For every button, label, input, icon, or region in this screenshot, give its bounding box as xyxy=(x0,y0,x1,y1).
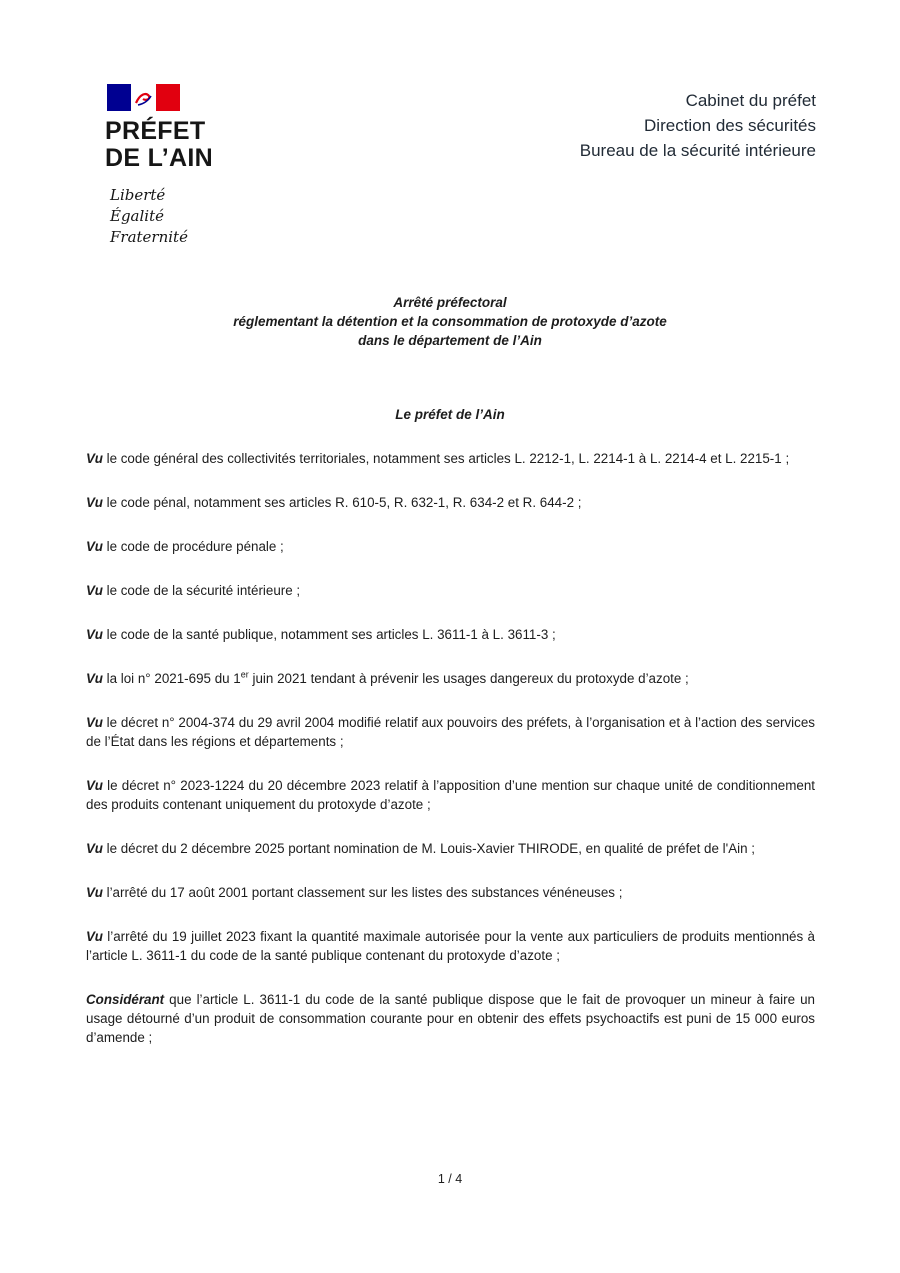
document-subtitle: Le préfet de l’Ain xyxy=(395,407,505,422)
recital-text: le code de la sécurité intérieure ; xyxy=(102,583,301,598)
motto-line-liberte: Liberté xyxy=(110,186,166,204)
recital-paragraph xyxy=(86,776,815,814)
recital-lead: Vu xyxy=(86,539,103,554)
republic-motto xyxy=(110,185,213,248)
recital-text: la loi n° 2021-695 du 1 xyxy=(102,671,241,686)
recital-text: le code pénal, notamment ses articles R. 610-5, R. 632-1, R. 634-2 et R. 644-2 ; xyxy=(102,495,582,510)
service-line-direction: Direction des sécurités xyxy=(644,116,816,135)
recital-paragraph xyxy=(86,669,815,688)
recital-paragraph xyxy=(86,713,815,751)
service-line-cabinet: Cabinet du préfet xyxy=(685,91,816,110)
title-line3: dans le département de l’Ain xyxy=(358,333,542,348)
recital-lead: Vu xyxy=(86,451,103,466)
considerant-text: que l’article L. 3611-1 du code de la santé publique dispose que le fait de provoquer un mineur à faire un usage détourné d’un produit de consommation courante pour en obtenir des effets psychoactifs est puni de 15 000 euros d’amende ; xyxy=(86,992,815,1045)
recital-paragraph xyxy=(86,625,815,644)
recital-text: le décret du 2 décembre 2025 portant nomination de M. Louis-Xavier THIRODE, en qualité de préfet de l'Ain ; xyxy=(102,841,755,856)
page-number: 1 / 4 xyxy=(437,1172,463,1186)
considerant-paragraph xyxy=(86,990,815,1047)
recital-lead: Vu xyxy=(86,778,103,793)
title-line2: réglementant la détention et la consommation de protoxyde d’azote xyxy=(233,314,667,329)
recital-paragraph xyxy=(86,927,815,965)
prefet-name xyxy=(105,118,213,172)
recital-lead: Vu xyxy=(86,715,103,730)
recital-lead: Vu xyxy=(86,627,103,642)
recital-text: le décret n° 2023-1224 du 20 décembre 2023 relatif à l’apposition d’une mention sur chaque unité de conditionnement des produits contenant uniquement du protoxyde d’azote ; xyxy=(86,778,815,812)
recital-paragraph xyxy=(86,449,815,468)
recital-text: le code de procédure pénale ; xyxy=(102,539,284,554)
document-body xyxy=(86,449,815,1047)
recital-lead: Vu xyxy=(86,841,103,856)
recital-text: le code général des collectivités territoriales, notamment ses articles L. 2212-1, L. 2214-1 à L. 2214-4 et L. 2215-1 ; xyxy=(102,451,790,466)
title-line1: Arrêté préfectoral xyxy=(393,295,507,310)
recital-text: l’arrêté du 17 août 2001 portant classement sur les listes des substances vénéneuses ; xyxy=(102,885,623,900)
recital-lead: Vu xyxy=(86,929,103,944)
motto-line-egalite: Égalité xyxy=(110,207,164,225)
recital-paragraph xyxy=(86,581,815,600)
recital-paragraph xyxy=(86,839,815,858)
issuing-service-block xyxy=(580,88,816,163)
recital-text: le code de la santé publique, notamment ses articles L. 3611-1 à L. 3611-3 ; xyxy=(102,627,556,642)
recital-paragraph xyxy=(86,537,815,556)
superscript: er xyxy=(240,669,249,680)
recital-paragraph xyxy=(86,883,815,902)
recital-lead: Vu xyxy=(86,671,103,686)
recital-text: le décret n° 2004-374 du 29 avril 2004 modifié relatif aux pouvoirs des préfets, à l’organisation et à l’action des services de l’État dans les régions et départements ; xyxy=(86,715,815,749)
recital-lead: Vu xyxy=(86,495,103,510)
recital-lead: Vu xyxy=(86,583,103,598)
prefet-name-line2: DE L’AIN xyxy=(105,144,213,172)
recital-paragraph xyxy=(86,493,815,512)
recital-lead: Vu xyxy=(86,885,103,900)
recital-text: l’arrêté du 19 juillet 2023 fixant la quantité maximale autorisée pour la vente aux particuliers de produits mentionnés à l’article L. 3611-1 du code de la santé publique contenant du protoxyde d’azote ; xyxy=(86,929,815,963)
prefet-logo-block xyxy=(105,84,213,248)
considerant-lead: Considérant xyxy=(86,992,165,1007)
document-title xyxy=(0,293,900,350)
recital-text-post: juin 2021 tendant à prévenir les usages dangereux du protoxyde d’azote ; xyxy=(248,671,689,686)
service-line-bureau: Bureau de la sécurité intérieure xyxy=(579,141,816,160)
prefet-name-line1: PRÉFET xyxy=(105,117,206,145)
motto-line-fraternite: Fraternité xyxy=(110,228,188,246)
french-flag-icon xyxy=(107,84,180,111)
